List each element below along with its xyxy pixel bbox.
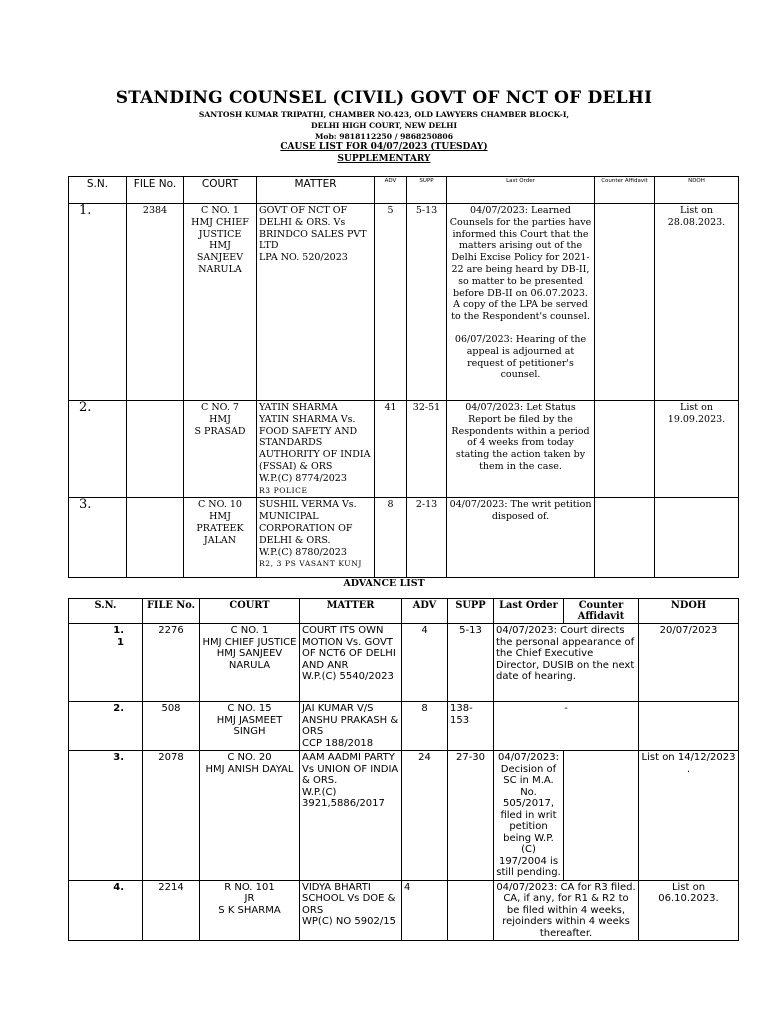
table-row xyxy=(69,401,739,498)
cell-sn: 3. xyxy=(69,498,127,578)
cell-matter xyxy=(257,401,375,498)
cell-court: C NO. 20 HMJ ANISH DAYAL xyxy=(200,751,300,881)
cell-court: C NO. 1 HMJ CHIEF JUSTICE HMJ SANJEEV NARULA xyxy=(200,624,300,702)
col-header-counter-affidavit: Counter Affidavit xyxy=(595,177,655,204)
cell-last-order: 04/07/2023: Decision of SC in M.A. No. 505/2017, filed in writ petition being W.P.(C) 197/2004 is still pending. xyxy=(494,751,564,881)
cell-adv: 5 xyxy=(375,204,407,401)
table-header-row xyxy=(69,177,739,204)
advance-list-title: ADVANCE LIST xyxy=(343,578,425,589)
col-header-last-order: Last Order xyxy=(447,177,595,204)
cell-file: 2384 xyxy=(127,204,184,401)
cause-list-date: CAUSE LIST FOR 04/07/2023 (TUESDAY) xyxy=(280,142,488,152)
matter-text: YATIN SHARMA YATIN SHARMA Vs. FOOD SAFETY AND STANDARDS AUTHORITY OF INDIA (FSSAI) & ORS W.P.(C) 8774/2023 xyxy=(259,402,371,484)
cell-supp: 32-51 xyxy=(407,401,447,498)
cell-matter: AAM AADMI PARTY Vs UNION OF INDIA & ORS. W.P.(C) 3921,5886/2017 xyxy=(300,751,402,881)
col-header-sn: S.N. xyxy=(69,599,143,624)
cell-sn: 3. xyxy=(69,751,143,881)
col-header-adv: ADV xyxy=(402,599,448,624)
last-order-text: 04/07/2023: Learned Counsels for the parties have informed this Court that the matters arising out of the Delhi Excise Policy for 2021-22 are being heard by DB-II, so matter to be presented before DB-II on 06.07.2023. A copy of the LPA be served to the Respondent's counsel. xyxy=(449,205,592,323)
cell-sn: 1. 1 xyxy=(69,624,143,702)
col-header-matter: MATTER xyxy=(257,177,375,204)
col-header-last-order: Last Order xyxy=(494,599,564,624)
cell-ndoh: List on 19.09.2023. xyxy=(655,401,739,498)
col-header-supp: SUPP xyxy=(407,177,447,204)
table-row xyxy=(69,702,739,751)
col-header-matter: MATTER xyxy=(300,599,402,624)
cell-ndoh xyxy=(639,702,739,751)
cell-matter: GOVT OF NCT OF DELHI & ORS. Vs BRINDCO SALES PVT LTD LPA NO. 520/2023 xyxy=(257,204,375,401)
cell-counter-affidavit xyxy=(595,401,655,498)
cell-adv: 4 xyxy=(402,624,448,702)
cell-court: C NO. 10 HMJ PRATEEK JALAN xyxy=(184,498,257,578)
cell-ndoh: List on 06.10.2023. xyxy=(639,880,739,941)
cell-file xyxy=(127,401,184,498)
supplementary-label: SUPPLEMENTARY xyxy=(337,154,431,164)
col-header-adv: ADV xyxy=(375,177,407,204)
cell-file: 2276 xyxy=(143,624,200,702)
col-header-file: FILE No. xyxy=(143,599,200,624)
cell-sn: 2. xyxy=(69,401,127,498)
col-header-supp: SUPP xyxy=(448,599,494,624)
cell-supp: 5-13 xyxy=(448,624,494,702)
matter-note: R3 POLICE xyxy=(259,485,308,495)
cell-supp: 27-30 xyxy=(448,751,494,881)
cell-supp: 2-13 xyxy=(407,498,447,578)
document-title: STANDING COUNSEL (CIVIL) GOVT OF NCT OF DELHI xyxy=(115,88,653,108)
address-line-2: DELHI HIGH COURT, NEW DELHI xyxy=(310,121,458,130)
cell-adv: 41 xyxy=(375,401,407,498)
cell-ndoh xyxy=(655,498,739,578)
matter-note: R2, 3 PS VASANT KUNJ xyxy=(259,559,362,569)
table-row xyxy=(69,880,739,941)
mobile-line: Mob: 9818112250 / 9868250806 xyxy=(315,132,453,141)
cell-matter: COURT ITS OWN MOTION Vs. GOVT OF NCT6 OF DELHI AND ANR W.P.(C) 5540/2023 xyxy=(300,624,402,702)
cell-supp: 138- 153 xyxy=(448,702,494,751)
cell-court: R NO. 101 JR S K SHARMA xyxy=(200,880,300,941)
cell-court: C NO. 7 HMJ S PRASAD xyxy=(184,401,257,498)
cell-last-order xyxy=(447,204,595,401)
matter-text: SUSHIL VERMA Vs. MUNICIPAL CORPORATION OF DELHI & ORS. W.P.(C) 8780/2023 xyxy=(259,499,357,558)
address-line-1: SANTOSH KUMAR TRIPATHI, CHAMBER NO.423, OLD LAWYERS CHAMBER BLOCK-I, xyxy=(198,110,570,119)
cell-last-order: 04/07/2023: Let Status Report be filed by the Respondents within a period of 4 weeks from today stating the action taken by them in the case. xyxy=(447,401,595,498)
cell-sn: 2. xyxy=(69,702,143,751)
cell-file: 2214 xyxy=(143,880,200,941)
cell-sn: 1. xyxy=(69,204,127,401)
cell-file: 2078 xyxy=(143,751,200,881)
cell-adv: 24 xyxy=(402,751,448,881)
cell-last-order: 04/07/2023: The writ petition disposed of. xyxy=(447,498,595,578)
cell-last-order: - xyxy=(494,702,639,751)
cell-counter-affidavit xyxy=(564,751,639,881)
cell-matter xyxy=(257,498,375,578)
table-row xyxy=(69,751,739,881)
cell-last-order: 04/07/2023: Court directs the personal appearance of the Chief Executive Director, DUSIB on the next date of hearing. xyxy=(494,624,639,702)
last-order-text-2: 06/07/2023: Hearing of the appeal is adjourned at request of petitioner's counsel. xyxy=(454,333,587,381)
table-row xyxy=(69,498,739,578)
col-header-ndoh: NDOH xyxy=(655,177,739,204)
cell-adv: 4 xyxy=(402,880,448,941)
cell-ndoh: List on 28.08.2023. xyxy=(655,204,739,401)
supplementary-table xyxy=(68,176,739,578)
cell-matter: VIDYA BHARTI SCHOOL Vs DOE & ORS WP(C) NO 5902/15 xyxy=(300,880,402,941)
cell-ndoh: 20/07/2023 xyxy=(639,624,739,702)
col-header-court: COURT xyxy=(200,599,300,624)
col-header-sn: S.N. xyxy=(69,177,127,204)
table-row xyxy=(69,624,739,702)
advance-table xyxy=(68,598,739,941)
cell-court: C NO. 1 HMJ CHIEF JUSTICE HMJ SANJEEV NARULA xyxy=(184,204,257,401)
col-header-ndoh: NDOH xyxy=(639,599,739,624)
cell-sn: 4. xyxy=(69,880,143,941)
table-row xyxy=(69,204,739,401)
cell-last-order: 04/07/2023: CA for R3 filed. CA, if any, for R1 & R2 to be filed within 4 weeks, rejoinders within 4 weeks thereafter. xyxy=(494,880,639,941)
cell-counter-affidavit xyxy=(595,498,655,578)
cell-adv: 8 xyxy=(402,702,448,751)
cell-matter: JAI KUMAR V/S ANSHU PRAKASH & ORS CCP 188/2018 xyxy=(300,702,402,751)
cell-counter-affidavit xyxy=(595,204,655,401)
cell-ndoh: List on 14/12/2023 . xyxy=(639,751,739,881)
col-header-court: COURT xyxy=(184,177,257,204)
cell-supp: 5-13 xyxy=(407,204,447,401)
cell-file: 508 xyxy=(143,702,200,751)
cell-file xyxy=(127,498,184,578)
cell-supp xyxy=(448,880,494,941)
col-header-counter-affidavit: Counter Affidavit xyxy=(564,599,639,624)
cell-adv: 8 xyxy=(375,498,407,578)
col-header-file: FILE No. xyxy=(127,177,184,204)
table-header-row xyxy=(69,599,739,624)
cell-court: C NO. 15 HMJ JASMEET SINGH xyxy=(200,702,300,751)
